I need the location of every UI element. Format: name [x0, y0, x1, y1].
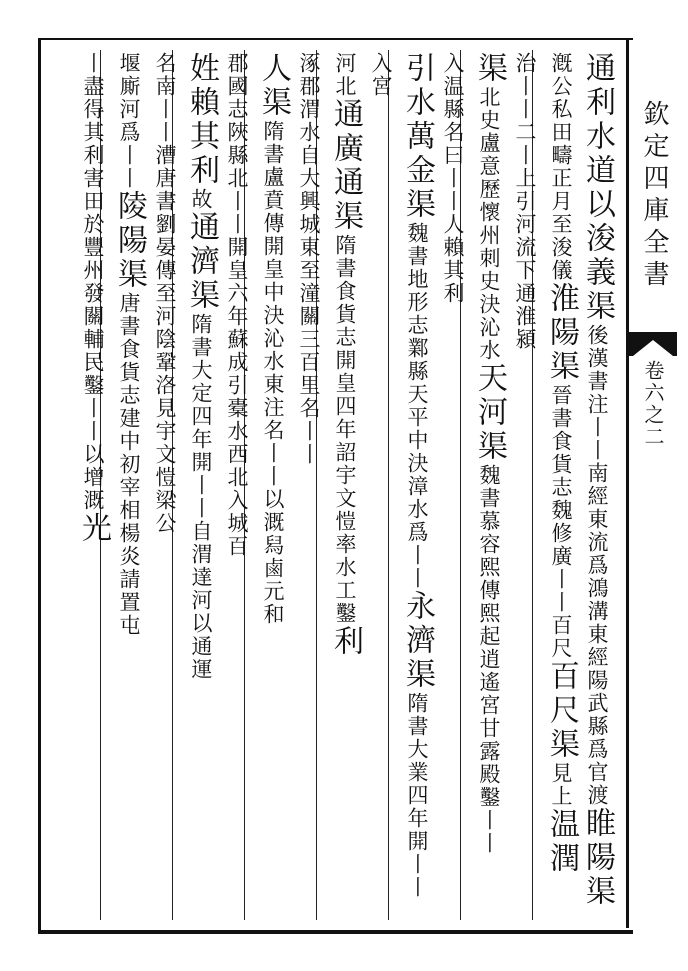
entry-heading: 陵陽渠 — [112, 190, 147, 292]
entry-heading: 廣通渠 — [328, 132, 363, 234]
annotation-text: 魏書慕容熙傳熙起逍遙宮甘露殿鑿丨丨 — [477, 464, 501, 855]
book-title: 欽定四庫全書 — [639, 100, 669, 292]
annotation-text: 故 — [189, 188, 213, 211]
entry-heading: 睢陽渠 — [580, 807, 615, 909]
annotation-text: 渭水自大興城東至潼關三百里名丨丨 — [297, 98, 321, 466]
entry-heading: 天河渠 — [472, 362, 507, 464]
entry-heading: 百尺渠 — [544, 660, 579, 762]
entry-heading: 引水 — [400, 52, 435, 120]
annotation-text: 漕唐書劉晏傳至河陰鞏洛見宇文愷梁公 — [153, 144, 177, 535]
fishtail-mark — [629, 332, 677, 356]
entry-heading: 人渠 — [256, 52, 291, 120]
annotation-text: 入宮 — [369, 52, 393, 98]
entry-heading: 永濟渠 — [400, 590, 435, 692]
annotation-text: 丨丨南經東流爲鴻溝東經陽武縣爲官渡 — [585, 416, 609, 807]
annotation-text: 名南丨丨 — [153, 52, 177, 144]
entry-heading: 温潤 — [544, 808, 579, 876]
text-column — [66, 52, 120, 918]
entry-heading: 淮陽渠 — [544, 282, 579, 384]
annotation-text: 唐書食貨志建中初宰相楊炎請置屯 — [117, 292, 141, 637]
entry-heading: 萬金渠 — [400, 120, 435, 222]
entry-heading: 通濟渠 — [184, 211, 219, 313]
entry-heading: 光 — [76, 512, 111, 546]
annotation-text: 二丨上引河流下通淮潁 — [513, 121, 537, 351]
entry-heading: 渠 — [472, 52, 507, 86]
annotation-text: 見上 — [549, 762, 573, 808]
annotation-text: 田於豐州發關輔民鑿丨丨以增溉 — [81, 190, 105, 512]
annotation-text: 治丨丨 — [513, 52, 537, 121]
annotation-text: 後漢書注 — [585, 324, 609, 416]
annotation-text: 北史盧意歷懷州刺史決沁水 — [477, 86, 501, 362]
entry-heading: 利 — [328, 625, 363, 659]
annotation-text: 堰廝河爲丨丨 — [117, 52, 141, 190]
entry-heading: 通利水道以 — [580, 52, 615, 222]
annotation-text: 隋書盧賁傳開皇中決沁水東注名丨丨以溉舄鹵元和 — [261, 120, 285, 626]
annotation-text: 入温縣名曰丨丨人賴其利 — [441, 52, 465, 305]
entry-heading: 通 — [328, 98, 363, 132]
annotation-text: 魏書地形志鄴縣天平中決漳水爲丨丨 — [405, 222, 429, 590]
annotation-text: 隋書大業四年開丨丨 — [405, 692, 429, 899]
annotation-text: 河北 — [333, 52, 357, 98]
annotation-text: 隋書大定四年開丨丨自渭達河以通運 — [189, 313, 213, 681]
annotation-text: 涿郡 — [297, 52, 321, 98]
annotation-text: 正月至浚儀 — [549, 167, 573, 282]
annotation-text: 晉書食貨志魏修廣丨丨百尺 — [549, 384, 573, 660]
annotation-text: 丨盡得其利害 — [81, 52, 105, 190]
annotation-text: 漑公私田疇 — [549, 52, 573, 167]
section-label: 卷六之二 — [641, 360, 665, 448]
entry-heading: 姓賴其利 — [184, 52, 219, 188]
margin-strip — [626, 38, 677, 928]
annotation-text: 隋書食貨志開皇四年詔宇文愷率水工鑿 — [333, 234, 357, 625]
entry-heading: 浚義渠 — [580, 222, 615, 324]
annotation-text: 郡國志陜縣北丨丨開皇六年蘇成引橐水西北入城百 — [225, 52, 249, 558]
